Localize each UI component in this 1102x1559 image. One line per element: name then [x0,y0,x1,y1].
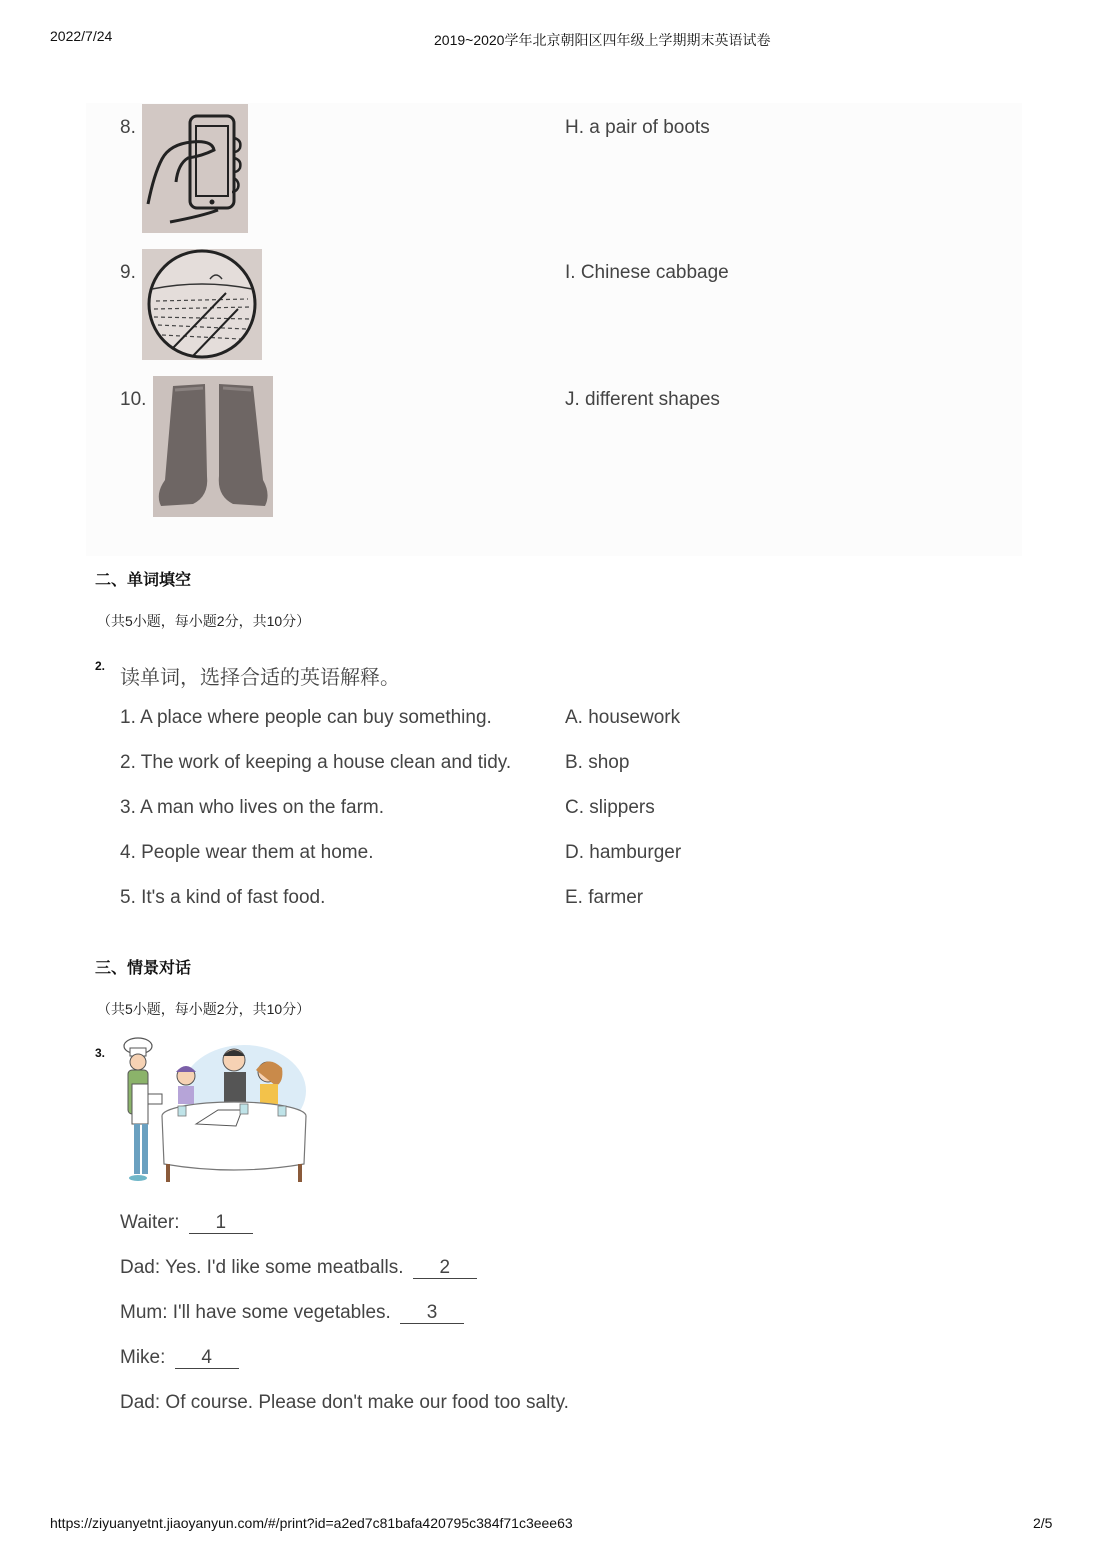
page-number: 2/5 [1033,1515,1053,1531]
definition-item: 4. People wear them at home. [120,842,374,863]
print-date: 2022/7/24 [50,28,113,44]
answer-blank[interactable]: 2 [413,1258,477,1279]
seaside-scene-icon [142,249,262,360]
section-title: 二、单词填空 [95,572,192,589]
definition-item: 5. It's a kind of fast food. [120,887,326,908]
match-option: I. Chinese cabbage [565,262,729,283]
definition-item: 3. A man who lives on the farm. [120,797,385,818]
answer-blank[interactable]: 3 [400,1303,464,1324]
answer-blank[interactable]: 4 [175,1348,239,1369]
word-option: A. housework [565,707,681,728]
page-url: https://ziyuanyetnt.jiaoyanyun.com/#/print?id=a2ed7c81bafa420795c384f71c3eee63 [50,1515,573,1531]
dialog-text: Mike: [120,1347,166,1368]
dialog-text: Dad: Of course. Please don't make our food too salty. [120,1392,569,1413]
question-number: 2. [95,659,106,673]
restaurant-scene-icon [116,1036,310,1186]
phone-in-hand-icon [142,104,248,233]
word-option: E. farmer [565,887,644,908]
section-title: 三、情景对话 [95,960,192,977]
item-number: 9. [120,262,136,283]
document-title: 2019~2020学年北京朝阳区四年级上学期期末英语试卷 [434,32,771,48]
item-number: 8. [120,117,136,138]
dialog-text: Mum: I'll have some vegetables. [120,1302,391,1323]
match-option: H. a pair of boots [565,117,710,138]
item-number: 10. [120,389,147,410]
question-instruction: 读单词，选择合适的英语解释。 [120,667,400,689]
dialog-line [120,1347,239,1369]
boots-icon [153,376,273,517]
dialog-line [120,1392,569,1414]
dialog-line [120,1212,253,1234]
word-option: B. shop [565,752,630,773]
word-option: D. hamburger [565,842,682,863]
match-option: J. different shapes [565,389,720,410]
question-number: 3. [95,1046,106,1060]
dialog-line [120,1302,464,1324]
definition-item: 1. A place where people can buy something. [120,707,492,728]
dialog-text: Dad: Yes. I'd like some meatballs. [120,1257,404,1278]
section-note: （共5小题，每小题2分，共10分） [97,1001,311,1017]
section-note: （共5小题，每小题2分，共10分） [97,613,311,629]
dialog-text: Waiter: [120,1212,180,1233]
word-option: C. slippers [565,797,655,818]
definition-item: 2. The work of keeping a house clean and tidy. [120,752,512,773]
answer-blank[interactable]: 1 [189,1213,253,1234]
dialog-line [120,1257,477,1279]
